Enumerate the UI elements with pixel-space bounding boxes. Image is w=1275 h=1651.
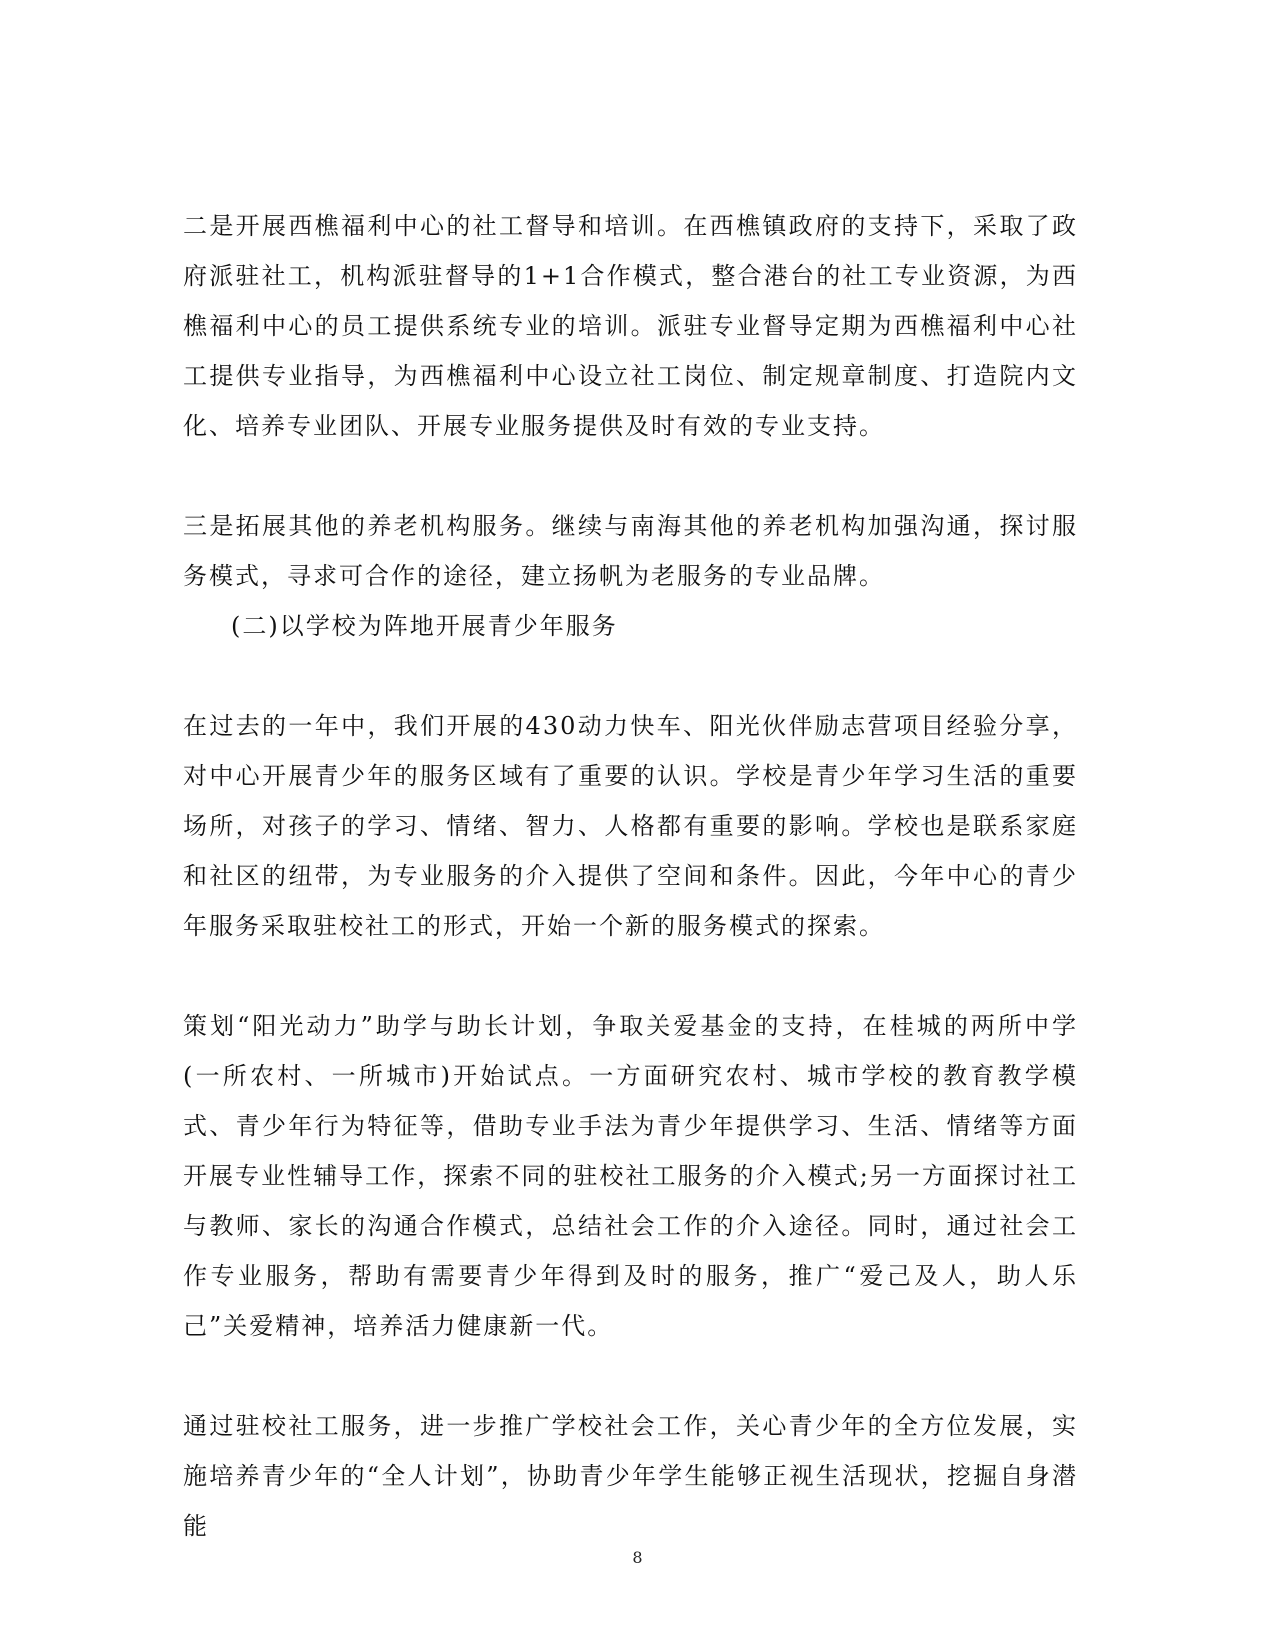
page-number: 8 xyxy=(632,1548,643,1567)
document-body xyxy=(183,201,1078,1551)
paragraph-elderly-services: 三是拓展其他的养老机构服务。继续与南海其他的养老机构加强沟通，探讨服务模式，寻求可合作的途径，建立扬帆为老服务的专业品牌。 xyxy=(183,512,1078,590)
paragraph-sunshine-plan: 策划“阳光动力”助学与助长计划，争取关爱基金的支持，在桂城的两所中学(一所农村、一所城市)开始试点。一方面研究农村、城市学校的教育教学模式、青少年行为特征等，借助专业手法为青少年提供学习、生活、情绪等方面开展专业性辅导工作，探索不同的驻校社工服务的介入模式;另一方面探讨社工与教师、家长的沟通合作模式，总结社会工作的介入途径。同时，通过社会工作专业服务，帮助有需要青少年得到及时的服务，推广“爱己及人，助人乐己”关爱精神，培养活力健康新一代。 xyxy=(183,1012,1078,1340)
section-heading: (二)以学校为阵地开展青少年服务 xyxy=(231,612,618,640)
paragraph-school-social-work: 通过驻校社工服务，进一步推广学校社会工作，关心青少年的全方位发展，实施培养青少年的“全人计划”，协助青少年学生能够正视生活现状，挖掘自身潜能 xyxy=(183,1412,1078,1540)
paragraph-past-year: 在过去的一年中，我们开展的430动力快车、阳光伙伴励志营项目经验分享，对中心开展青少年的服务区域有了重要的认识。学校是青少年学习生活的重要场所，对孩子的学习、情绪、智力、人格都有重要的影响。学校也是联系家庭和社区的纽带，为专业服务的介入提供了空间和条件。因此，今年中心的青少年服务采取驻校社工的形式，开始一个新的服务模式的探索。 xyxy=(183,712,1078,940)
paragraph-supervision-training: 二是开展西樵福利中心的社工督导和培训。在西樵镇政府的支持下，采取了政府派驻社工，机构派驻督导的1+1合作模式，整合港台的社工专业资源，为西樵福利中心的员工提供系统专业的培训。派驻专业督导定期为西樵福利中心社工提供专业指导，为西樵福利中心设立社工岗位、制定规章制度、打造院内文化、培养专业团队、开展专业服务提供及时有效的专业支持。 xyxy=(183,212,1078,440)
